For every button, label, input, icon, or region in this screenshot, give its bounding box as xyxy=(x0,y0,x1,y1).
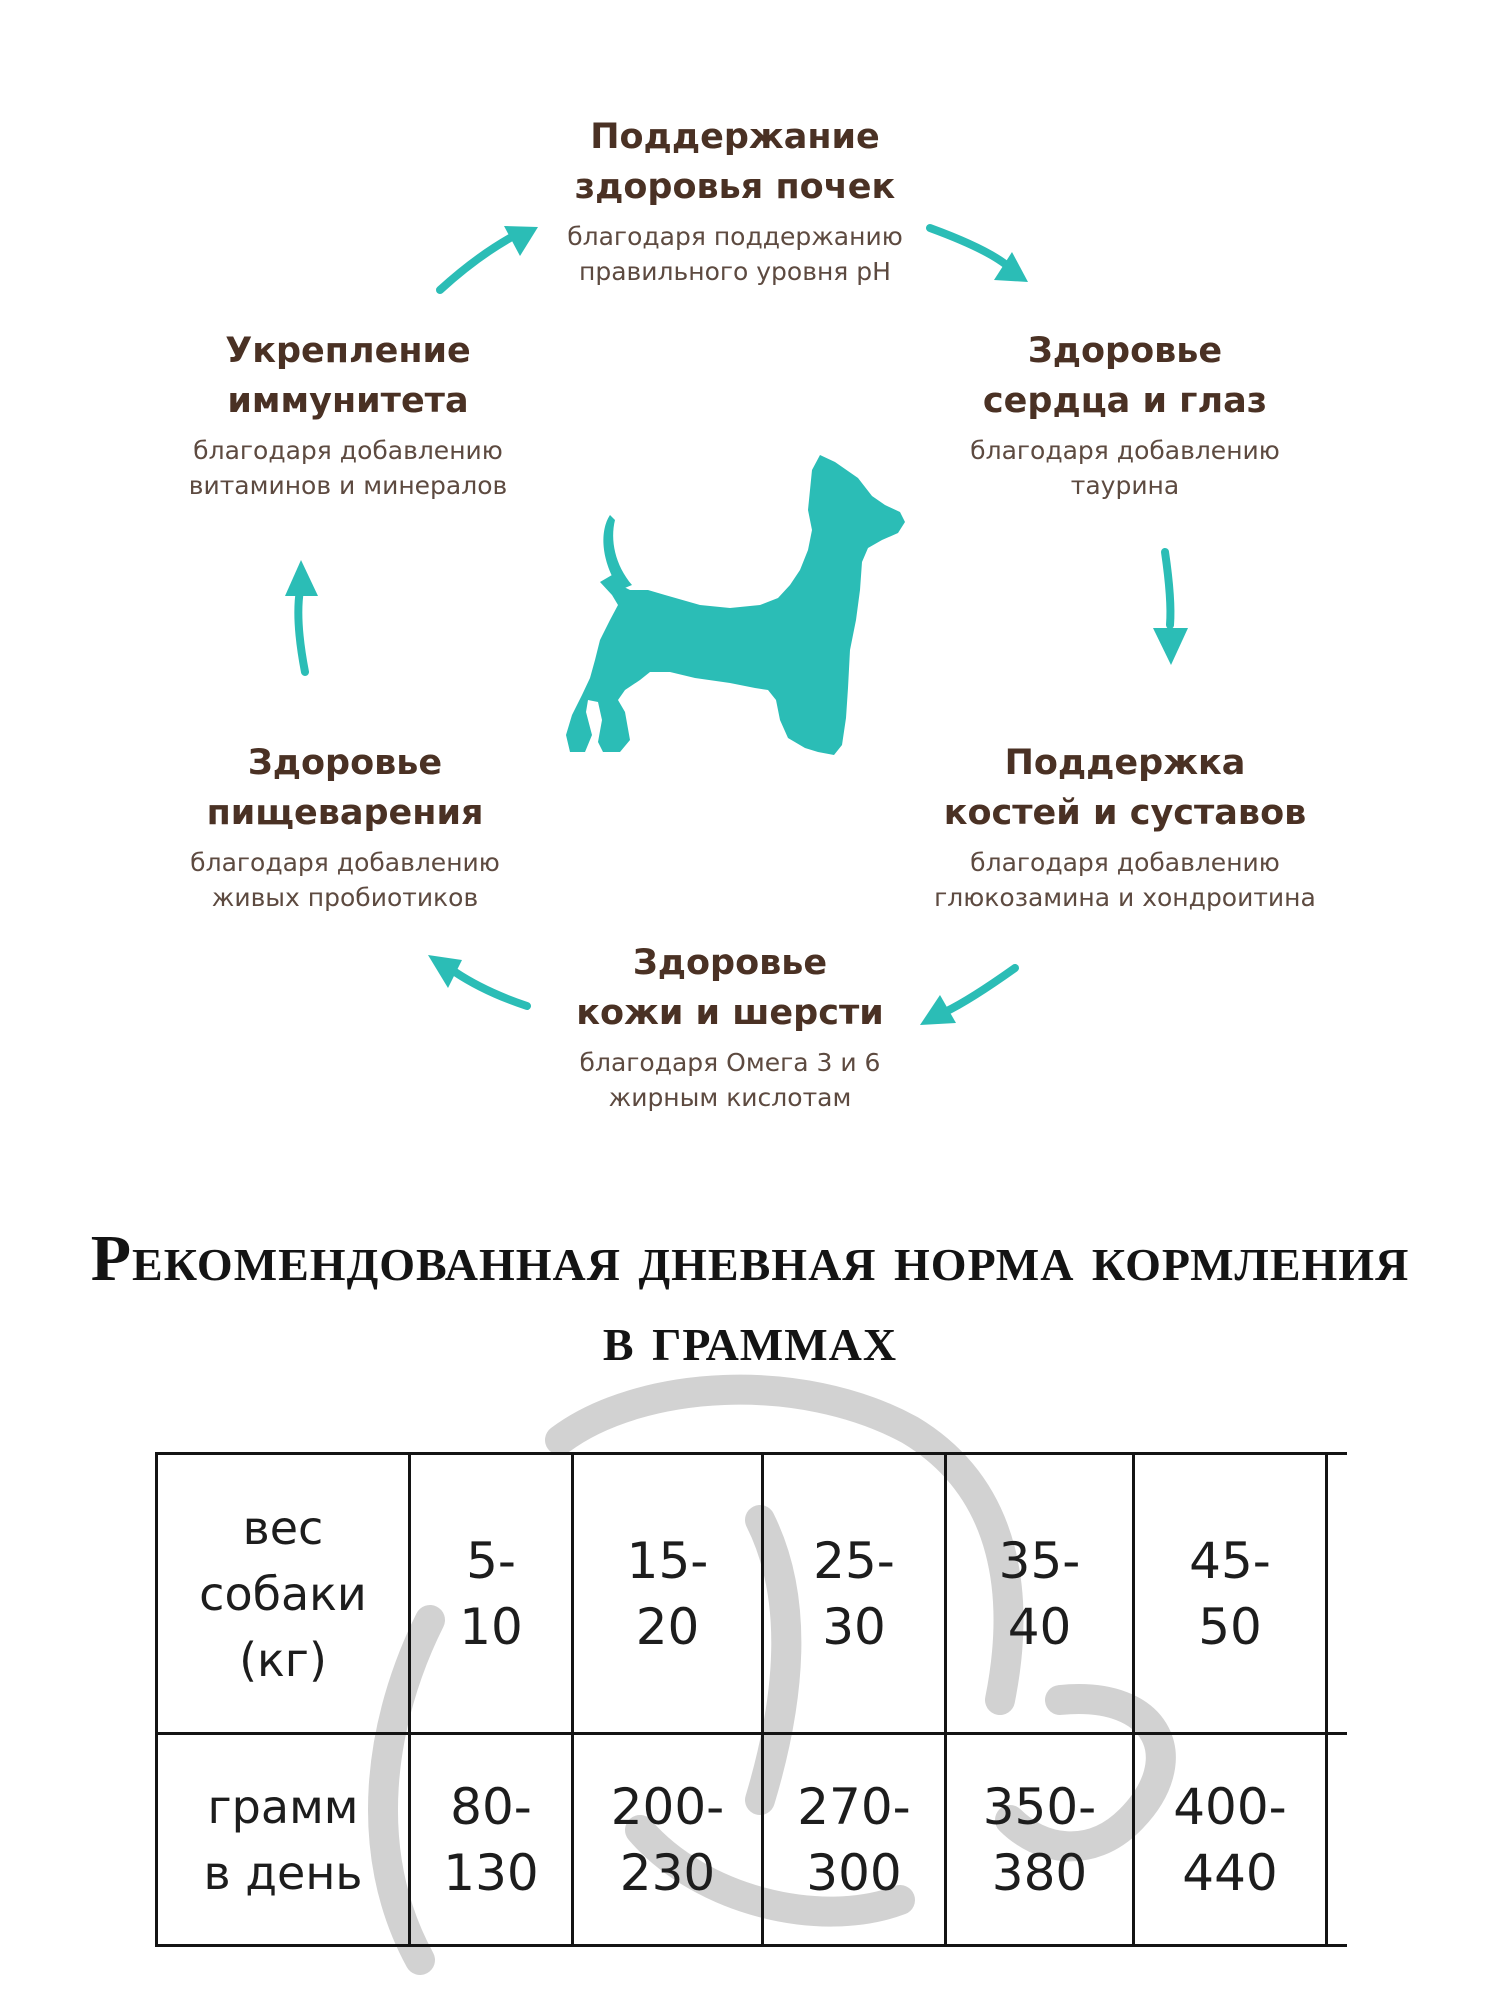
table-cut-edge xyxy=(1327,1734,1347,1946)
cell-text: 300 xyxy=(806,1843,902,1902)
cell-text: 270- xyxy=(797,1777,911,1836)
table-row-grams xyxy=(157,1734,1347,1946)
cell-text: 80- xyxy=(450,1777,532,1836)
cell-text: вес xyxy=(242,1500,324,1555)
weight-cell xyxy=(946,1454,1134,1734)
benefit-title: Здоровье xyxy=(1027,331,1223,371)
cell-text: 15- xyxy=(626,1531,709,1590)
cell-text: 35- xyxy=(998,1531,1081,1590)
cell-text: (кг) xyxy=(239,1632,327,1687)
grams-cell xyxy=(410,1734,573,1946)
table-row-weight xyxy=(157,1454,1347,1734)
benefit-description: благодаря добавлению xyxy=(970,436,1280,465)
grams-cell xyxy=(946,1734,1134,1946)
benefit-title: сердца и глаз xyxy=(982,381,1268,421)
benefit-title: Поддержка xyxy=(1004,743,1246,783)
cell-text: 130 xyxy=(443,1843,539,1902)
grams-cell xyxy=(1134,1734,1327,1946)
benefit-skin-coat xyxy=(500,938,960,1115)
weight-cell xyxy=(763,1454,946,1734)
cell-text: 25- xyxy=(813,1531,895,1590)
benefit-kidney-health xyxy=(505,112,965,289)
benefit-title: Укрепление xyxy=(225,331,471,371)
cell-text: 440 xyxy=(1182,1843,1278,1902)
benefit-description: живых пробиотиков xyxy=(211,883,479,912)
benefit-title: пищеварения xyxy=(206,793,484,833)
cell-text: 30 xyxy=(822,1597,886,1656)
benefit-title: костей и суставов xyxy=(943,793,1307,833)
cell-text: 40 xyxy=(1007,1597,1072,1656)
cell-text: в день xyxy=(203,1845,363,1900)
benefit-description: правильного уровня pH xyxy=(579,257,891,286)
benefit-description: благодаря Омега 3 и 6 xyxy=(579,1048,881,1077)
benefit-description: благодаря добавлению xyxy=(970,848,1280,877)
benefit-description: глюкозамина и хондроитина xyxy=(934,883,1316,912)
benefit-bones-joints xyxy=(895,738,1355,915)
grams-cell xyxy=(763,1734,946,1946)
cell-text: 50 xyxy=(1198,1597,1262,1656)
cell-text: 400- xyxy=(1173,1777,1287,1836)
cell-text: грамм xyxy=(207,1779,359,1834)
cell-text: 5- xyxy=(466,1531,516,1590)
benefit-description: благодаря поддержанию xyxy=(567,222,903,251)
benefit-heart-eye-health xyxy=(895,326,1355,503)
benefit-description: витаминов и минералов xyxy=(188,471,508,500)
benefit-title: кожи и шерсти xyxy=(576,993,884,1033)
grams-cell xyxy=(573,1734,763,1946)
benefit-title: здоровья почек xyxy=(574,167,896,207)
feeding-heading-line2: в граммах xyxy=(602,1302,898,1375)
feeding-heading-line1: Рекомендованная дневная норма кормления xyxy=(90,1222,1410,1295)
benefit-description: жирным кислотам xyxy=(608,1083,852,1112)
cell-text: собаки xyxy=(199,1566,367,1621)
weight-cell xyxy=(573,1454,763,1734)
benefit-title: Здоровье xyxy=(632,943,828,983)
grams-header-cell xyxy=(157,1734,410,1946)
benefit-description: таурина xyxy=(1070,471,1180,500)
weight-cell xyxy=(1134,1454,1327,1734)
weight-header-cell xyxy=(157,1454,410,1734)
benefit-immunity xyxy=(118,326,578,503)
table-cut-edge xyxy=(1327,1454,1347,1734)
benefit-title: Поддержание xyxy=(590,117,880,157)
cell-text: 20 xyxy=(635,1597,700,1656)
feeding-table xyxy=(155,1452,1347,1947)
weight-cell xyxy=(410,1454,573,1734)
benefit-digestion xyxy=(115,738,575,915)
cell-text: 230 xyxy=(619,1843,716,1902)
benefit-description: благодаря добавлению xyxy=(193,436,503,465)
cell-text: 45- xyxy=(1189,1531,1271,1590)
cell-text: 350- xyxy=(982,1777,1097,1836)
cell-text: 200- xyxy=(610,1777,725,1836)
cell-text: 380 xyxy=(991,1843,1088,1902)
benefit-title: иммунитета xyxy=(227,381,469,421)
cell-text: 10 xyxy=(459,1597,523,1656)
benefit-description: благодаря добавлению xyxy=(190,848,500,877)
benefit-title: Здоровье xyxy=(247,743,443,783)
